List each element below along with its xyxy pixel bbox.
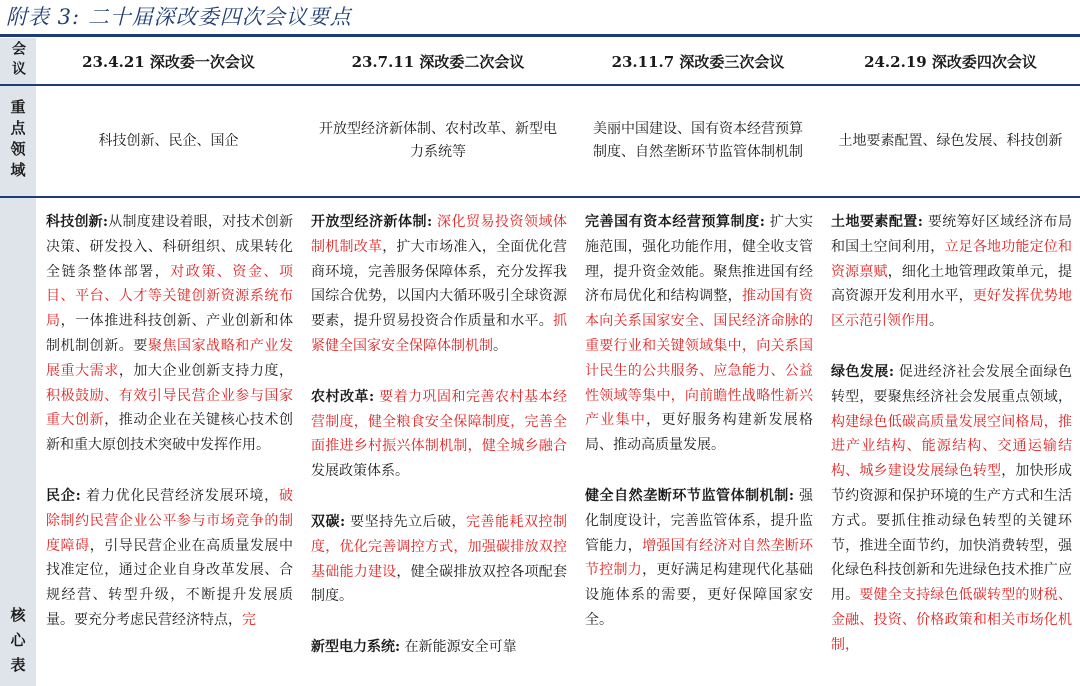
highlighted-text: 聚焦国家战略和产业发展重大需求 <box>46 337 293 379</box>
focus-cell-2: 开放型经济新体制、农村改革、新型电力系统等 <box>301 85 575 197</box>
title-underline <box>0 34 1080 37</box>
body-text: ，扩大市场准入，全面优化营商环境，完善服务保障体系，充分发挥我国综合优势，以国内大循环吸引全球资源要素，提升贸易投资合作质量和水平。 <box>311 238 568 330</box>
body-text: 从制度建设着眼，对技术创新决策、研发投入、科研组织、成果转化全链条整体部署， <box>46 214 294 280</box>
core-paragraph <box>311 385 567 484</box>
body-text: ，引导民营企业在高质量发展中找准定位，通过企业自身改革发展、合规经营、转型升级，不断提升发展质量。要充分考虑民营经济特点， <box>46 537 293 628</box>
core-paragraph <box>311 210 567 359</box>
core-paragraph <box>585 210 813 458</box>
highlighted-text: 完善能耗双控制度，优化完善调控方式，加强碳排放双控基础能力建设 <box>311 513 568 580</box>
meeting-header-4: 24.2.19 深改委四次会议 <box>821 38 1080 85</box>
body-text: ，推动企业在关键核心技术创新和重大原创技术突破中发挥作用。 <box>46 412 293 454</box>
meeting-header-2: 23.7.11 深改委二次会议 <box>301 38 575 85</box>
body-text: 发展政策体系。 <box>311 463 409 480</box>
highlighted-text: 立足各地功能定位和资源禀赋 <box>831 238 1072 280</box>
focus-cell-1: 科技创新、民企、国企 <box>36 85 301 197</box>
paragraph-heading: 民企: <box>46 487 81 504</box>
core-paragraph <box>585 484 813 633</box>
focus-row <box>0 85 1080 197</box>
core-paragraph <box>311 635 567 660</box>
paragraph-heading: 绿色发展: <box>831 363 895 380</box>
focus-cell-3: 美丽中国建设、国有资本经营预算制度、自然垄断环节监管体制机制 <box>575 85 821 197</box>
body-text: 。 <box>493 337 507 354</box>
body-text: 着力优化民营经济发展环境， <box>80 487 279 504</box>
body-text: 要坚持先立后破， <box>345 513 467 530</box>
meeting-table <box>0 38 1080 686</box>
core-cell-1 <box>36 197 301 686</box>
body-text: ，细化土地管理政策单元，提高资源开发利用水平， <box>831 263 1072 305</box>
body-text: ，加大企业创新支持力度， <box>118 362 293 379</box>
core-cell-2 <box>301 197 575 686</box>
core-label-cell <box>0 197 36 686</box>
highlighted-text: 深化贸易投资领域体制机制改革 <box>311 214 567 255</box>
paragraph-heading: 科技创新: <box>46 214 109 230</box>
meeting-header-1: 23.4.21 深改委一次会议 <box>36 38 301 85</box>
core-paragraph <box>311 510 567 609</box>
body-text: ，加快形成节约资源和保护环境的生产方式和生活方式。要抓住推动绿色转型的关键环节，推进全面节约，加快消费转型，强化绿色科技创新和先进绿色技术推广应用。 <box>831 463 1072 604</box>
header-label-cell <box>0 38 36 85</box>
paragraph-heading: 土地要素配置: <box>831 214 923 230</box>
body-text: 扩大实施范围，强化功能作用，健全收支管理，提升资金效能。聚焦推进国有经济布局优化和结构调整， <box>585 214 814 305</box>
paragraph-heading: 新型电力系统: <box>311 639 401 656</box>
core-paragraph <box>46 484 293 633</box>
core-paragraph <box>46 210 293 458</box>
page-title: 附表 3: 二十届深改委四次会议要点 <box>6 5 352 29</box>
paragraph-heading: 完善国有资本经营预算制度: <box>585 214 765 230</box>
body-text: 。 <box>929 313 943 330</box>
paragraph-heading: 农村改革: <box>311 388 375 405</box>
highlighted-text: 更好发挥优势地区示范引领作用 <box>831 288 1072 330</box>
core-row <box>0 197 1080 686</box>
highlighted-text: 推动国有资本向关系国家安全、国民经济命脉的重要行业和关键领域集中，向关系国计民生的公共服务、应急能力、公益性领域等集中，向前瞻性战略性新兴产业集中 <box>585 288 814 429</box>
highlighted-text: 积极鼓励、有效引导民营企业参与国家重大创新 <box>46 387 293 429</box>
body-text: ，健全碳排放双控各项配套制度。 <box>311 563 568 605</box>
header-label: 会议 <box>10 41 26 81</box>
highlighted-text: 完 <box>242 611 256 628</box>
highlighted-text: 要着力巩固和完善农村基本经营制度，健全粮食安全保障制度，完善全面推进乡村振兴体制机制，健全城乡融合 <box>311 388 567 455</box>
focus-label-cell <box>0 85 36 197</box>
body-text: ，一体推进科技创新、产业创新和体制机制创新。要 <box>46 313 293 354</box>
body-text: 在新能源安全可靠 <box>400 639 517 656</box>
core-label: 核心表 <box>8 606 27 682</box>
paragraph-heading: 开放型经济新体制: <box>311 214 433 230</box>
core-paragraph <box>831 360 1072 658</box>
paragraph-heading: 健全自然垄断环节监管体制机制: <box>585 487 794 504</box>
highlighted-text: 对政策、资金、项目、平台、人才等关键创新资源系统布局 <box>46 263 294 330</box>
body-text: 促进经济社会发展全面绿色转型，要聚焦经济社会发展重点领域， <box>831 363 1072 405</box>
highlighted-text: 抓紧健全国家安全保障体制机制 <box>311 313 567 354</box>
core-paragraph <box>831 210 1072 334</box>
body-text: ，更好服务构建新发展格局、推动高质量发展。 <box>585 412 814 454</box>
body-text: 强化制度设计，完善监管体系，提升监管能力， <box>585 487 813 554</box>
header-row <box>0 38 1080 85</box>
meeting-header-3: 23.11.7 深改委三次会议 <box>575 38 821 85</box>
highlighted-text: 增强国有经济对自然垄断环节控制力 <box>585 537 814 579</box>
highlighted-text: 破除制约民营企业公平参与市场竞争的制度障碍 <box>46 487 293 554</box>
core-cell-3 <box>575 197 821 686</box>
body-text: 要统筹好区域经济布局和国土空间利用， <box>831 214 1072 255</box>
core-cell-4 <box>821 197 1080 686</box>
highlighted-text: 构建绿色低碳高质量发展空间格局，推进产业结构、能源结构、交通运输结构、城乡建设发展绿色转型 <box>831 413 1072 480</box>
focus-label: 重点领域 <box>8 99 27 183</box>
body-text: ，更好满足构建现代化基础设施体系的需要，更好保障国家安全。 <box>585 562 814 628</box>
focus-cell-4: 土地要素配置、绿色发展、科技创新 <box>821 85 1080 197</box>
paragraph-heading: 双碳: <box>311 513 346 530</box>
highlighted-text: 要健全支持绿色低碳转型的财税、金融、投资、价格政策和相关市场化机制， <box>831 587 1072 653</box>
